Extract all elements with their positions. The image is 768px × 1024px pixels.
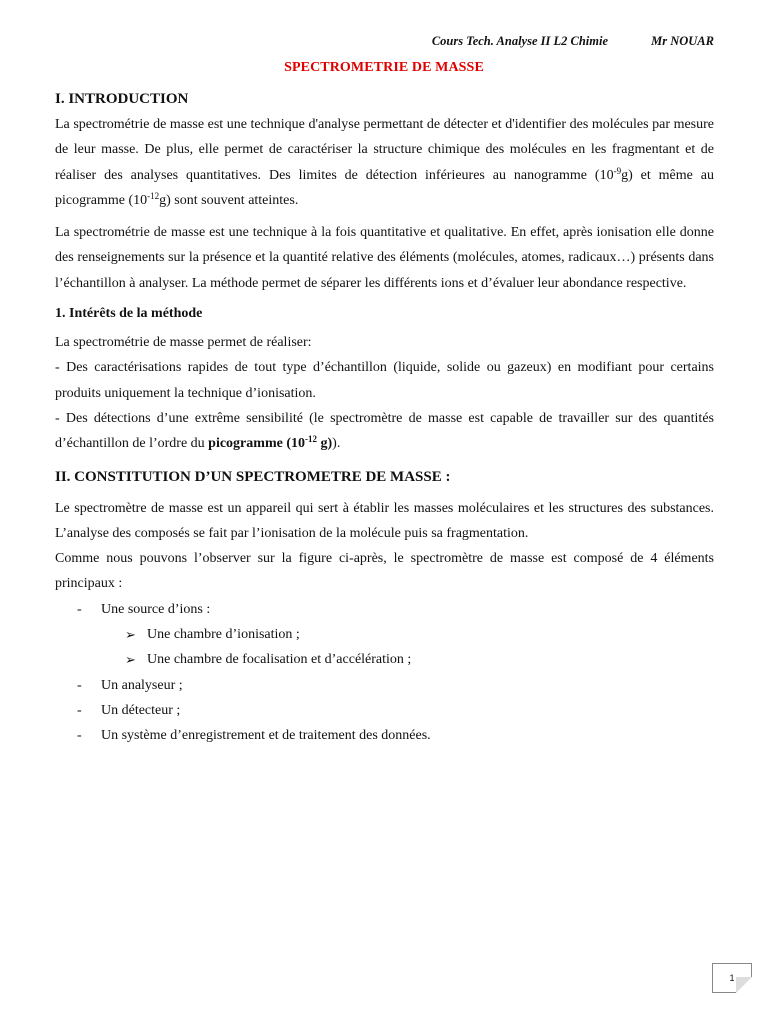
subsection-heading-interets: 1. Intérêts de la méthode: [55, 306, 203, 322]
course-title: Cours Tech. Analyse II L2 Chimie: [431, 34, 608, 48]
dash-bullet: -: [77, 677, 82, 693]
section-heading-introduction: I. INTRODUCTION: [55, 91, 189, 107]
page-number: 1: [712, 963, 752, 993]
document-title: SPECTROMETRIE DE MASSE: [284, 60, 484, 75]
components-list: [55, 597, 714, 749]
page-header: [432, 34, 714, 49]
list-item: ➢ Une chambre de focalisation et d’accélération ;: [55, 647, 714, 672]
arrow-bullet-icon: ➢: [125, 652, 136, 668]
interets-intro: La spectrométrie de masse permet de réaliser:: [55, 335, 312, 351]
author-name: Mr NOUAR: [651, 34, 714, 48]
interets-bullet-2: - Des détections d’une extrême sensibilité (le spectromètre de masse est capable de travailler sur des quantités d’échantillon de l’ordre du picogramme ($10^{-12}$ g)).: [55, 410, 714, 452]
intro-paragraph-1: La spectrométrie de masse est une technique d'analyse permettant de détecter et d'identifier des molécules par mesure de leur masse. De plus, elle permet de caractériser la structure chimique des molécules en les fragmentant et de réaliser des analyses quantitatives. Des limites de détection inférieures au nanogramme $(10^{-9}g)$ et même au picogramme $(10^{-12}g)$ sont souvent atteintes.: [55, 117, 715, 208]
constitution-paragraph-1: Le spectromètre de masse est un appareil qui sert à établir les masses moléculaires et les structures des substances. L’analyse des composés se fait par l’ionisation de la molécule puis sa fragmentation.: [55, 500, 714, 541]
intro-paragraph-2: La spectrométrie de masse est une technique à la fois quantitative et qualitative. En effet, après ionisation elle donne des renseignements sur la présence et la quantité relative des éléments (molécules, atomes, radicaux…) présents dans l’échantillon à analyser. La méthode permet de séparer les différents ions et d’évaluer leur abondance respective.: [55, 225, 714, 291]
list-item: - Un analyseur ;: [55, 673, 714, 698]
dash-bullet: -: [77, 702, 82, 718]
dash-bullet: -: [77, 728, 82, 744]
list-item: - Un système d’enregistrement et de traitement des données.: [55, 723, 714, 748]
document-body: [55, 88, 714, 749]
interets-bullet-1: - Des caractérisations rapides de tout type d’échantillon (liquide, solide ou gazeux) en modifiant pour certains produits uniquement la technique d’ionisation.: [55, 360, 714, 401]
arrow-bullet-icon: ➢: [125, 627, 136, 643]
list-item: ➢ Une chambre d’ionisation ;: [55, 622, 714, 647]
section-heading-constitution: II. CONSTITUTION D’UN SPECTROMETRE DE MASSE :: [55, 468, 451, 485]
list-item: - Un détecteur ;: [55, 698, 714, 723]
dash-bullet: -: [77, 601, 82, 617]
constitution-paragraph-2: Comme nous pouvons l’observer sur la figure ci-après, le spectromètre de masse est composé de 4 éléments principaux :: [55, 551, 714, 592]
list-item: - Une source d’ions :: [55, 597, 714, 622]
